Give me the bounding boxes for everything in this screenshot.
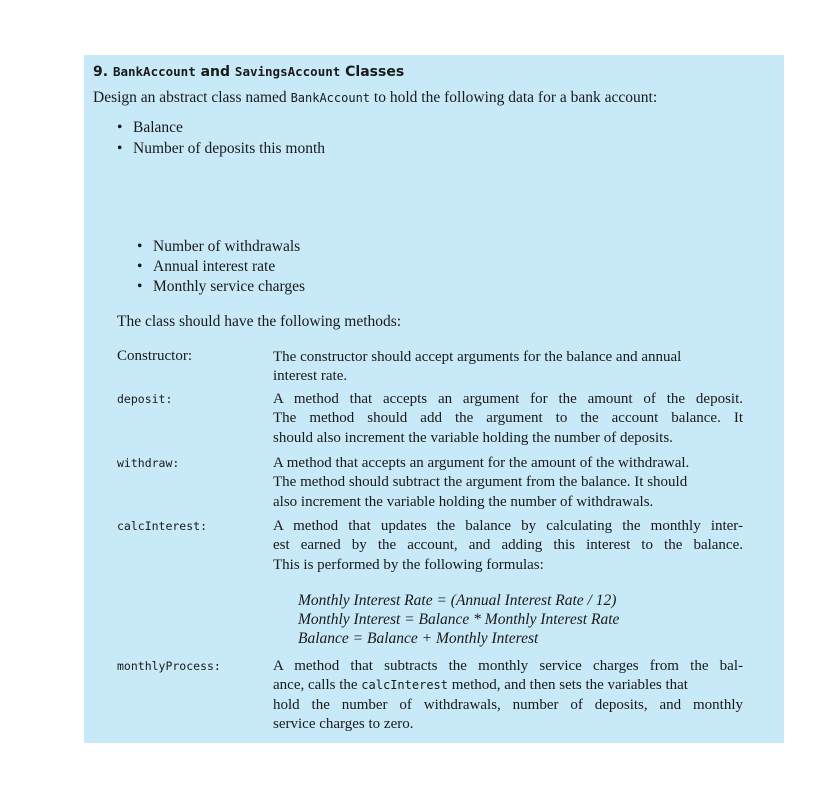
desc-line: also increment the variable holding the number of withdrawals. (273, 493, 654, 510)
desc-line: The constructor should accept arguments for the balance and annual (273, 349, 682, 365)
intro-post: to hold the following data for a bank account: (370, 89, 658, 106)
desc-line: should also increment the variable holding the number of deposits. (273, 429, 673, 446)
bullet-dot: • (117, 140, 123, 157)
bullet-item (117, 119, 183, 137)
method-desc-calcinterest (273, 517, 743, 575)
method-desc-withdraw (273, 454, 743, 512)
bullet-item (137, 258, 275, 276)
formula-monthly-interest-rate: Monthly Interest Rate = (Annual Interest Rate / 12) (298, 592, 617, 609)
bullet-item (117, 140, 325, 158)
method-name-deposit: deposit: (117, 392, 173, 406)
desc-line: service charges to zero. (273, 715, 414, 732)
bullet-dot: • (137, 278, 143, 295)
intro-sentence (93, 89, 657, 107)
desc-line: This is performed by the following formulas: (273, 556, 544, 573)
bullet-item (137, 238, 300, 256)
desc-line: interest rate. (273, 368, 348, 385)
desc-text: method, and then sets the variables that (448, 677, 688, 694)
method-desc-deposit (273, 390, 743, 448)
desc-line: The method should subtract the argument from the balance. It should (273, 474, 688, 491)
desc-text: ance, calls the (273, 677, 362, 694)
bullet-dot: • (137, 238, 143, 255)
method-name-withdraw: withdraw: (117, 456, 180, 470)
desc-line: est earned by the account, and adding this interest to the balance. (273, 537, 743, 554)
method-name-constructor: Constructor: (117, 348, 192, 364)
bullet-text: Annual interest rate (153, 258, 276, 275)
desc-line: The method should add the argument to the account balance. It (273, 410, 743, 427)
method-name-monthlyprocess: monthlyProcess: (117, 659, 221, 673)
exercise-heading (93, 64, 404, 80)
method-desc-constructor (273, 348, 743, 387)
desc-line: A method that subtracts the monthly service charges from the bal- (273, 658, 743, 674)
formula-monthly-interest: Monthly Interest = Balance * Monthly Interest Rate (298, 611, 620, 628)
bullet-text: Number of withdrawals (153, 238, 301, 255)
formula-balance: Balance = Balance + Monthly Interest (298, 630, 539, 647)
class-name-savingsaccount: SavingsAccount (234, 64, 341, 79)
class-name-bankaccount: BankAccount (112, 64, 196, 79)
bullet-text: Number of deposits this month (133, 140, 326, 157)
intro-pre: Design an abstract class named (93, 89, 291, 106)
bullet-text: Balance (133, 119, 183, 136)
desc-line: A method that accepts an argument for the amount of the withdrawal. (273, 455, 690, 471)
desc-line: A method that updates the balance by calculating the monthly inter- (273, 518, 743, 534)
method-name-calcinterest: calcInterest: (117, 519, 208, 533)
desc-line: hold the number of withdrawals, number of deposits, and monthly (273, 696, 743, 713)
exercise-number: 9. (93, 64, 109, 80)
methods-intro: The class should have the following methods: (117, 313, 402, 330)
bullet-text: Monthly service charges (153, 278, 306, 295)
method-desc-monthlyprocess (273, 657, 743, 734)
bullet-dot: • (117, 119, 123, 136)
desc-line: A method that accepts an argument for the amount of the deposit. (273, 391, 743, 407)
intro-code: BankAccount (290, 91, 371, 105)
heading-and: and (200, 64, 231, 80)
desc-line (273, 676, 743, 695)
bullet-dot: • (137, 258, 143, 275)
bullet-item (137, 278, 305, 296)
calcinterest-code: calcInterest (361, 678, 448, 693)
heading-classes: Classes (345, 64, 405, 80)
